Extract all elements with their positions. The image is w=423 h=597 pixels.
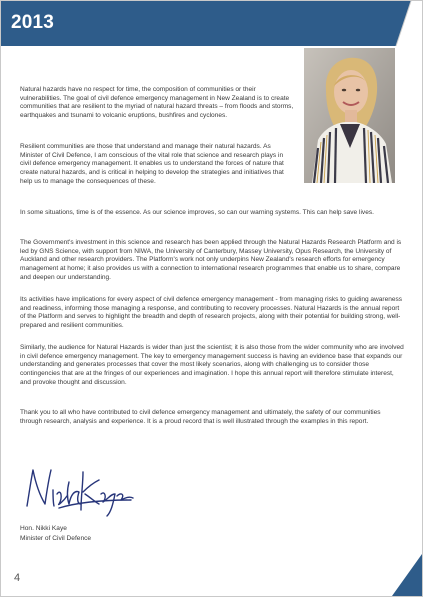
minister-portrait xyxy=(304,48,395,183)
signatory-title: Minister of Civil Defence xyxy=(20,535,92,542)
corner-accent xyxy=(392,554,422,596)
signatory-name: Hon. Nikki Kaye xyxy=(20,525,67,532)
paragraph-resilience: Resilient communities are those that understand and manage their natural hazards. As Minister of Civil Defence, I am conscious of the vital role that science and research plays in civil defence emergency management. It enables us to understand the forces of nature that create natural hazards, and is critical in helping to develop the strategies and initiatives that help us to manage the consequences of these. xyxy=(20,143,284,185)
paragraph-intro: Natural hazards have no respect for time, the composition of communities or their vulnerabilities. The goal of civil defence emergency management in New Zealand is to create communities that are resilient to the myriad of natural hazard threats – from floods and storms, earthquakes and tsunami to volcanic eruptions, bushfires and cyclones. xyxy=(20,86,294,120)
paragraph-audience: Similarly, the audience for Natural Hazards is wider than just the scientist; it is also those from the wider community who are involved in civil defence emergency management. The key to emergency management success is having an evidence base that expands our understanding and generates processes that cover the most likely scenarios, along with challenging us to consider those contingencies that are at the fringes of our experiences and imagination. I hope this annual report will therefore stimulate interest, and provoke thought and discussion. xyxy=(20,344,404,386)
page-number: 4 xyxy=(14,572,21,584)
handwritten-signature xyxy=(19,464,139,524)
paragraph-activities: Its activities have implications for every aspect of civil defence emergency management - from managing risks to guiding awareness and readiness, informing those managing a response, and contributing to recovery processes. Natural Hazards is the annual report of the Platform and serves to highlight the breadth and depth of research projects, along with their potential for building strong, well-prepared and resilient communities. xyxy=(20,296,403,330)
header-bar xyxy=(1,1,423,46)
paragraph-thanks: Thank you to all who have contributed to civil defence emergency management and ultimately, the safety of our communities through research, analysis and experience. It is a proud record that is well illustrated through the examples in this report. xyxy=(20,409,381,425)
year-title: 2013 xyxy=(11,12,55,33)
paragraph-investment: The Government's investment in this science and research has been applied through the Natural Hazards Research Platform and is led by GNS Science, with support from NIWA, the University of Canterbury, Massey University, Opus Research, the University of Auckland and other research providers. The Platform's work not only underpins New Zealand's research efforts for emergency management at home; it also provides us with a connection to international research programmes that enable us to share, compare and deepen our understanding. xyxy=(20,239,402,281)
paragraph-warning-systems: In some situations, time is of the essence. As our science improves, so can our warning systems. This can help save lives. xyxy=(20,209,374,216)
